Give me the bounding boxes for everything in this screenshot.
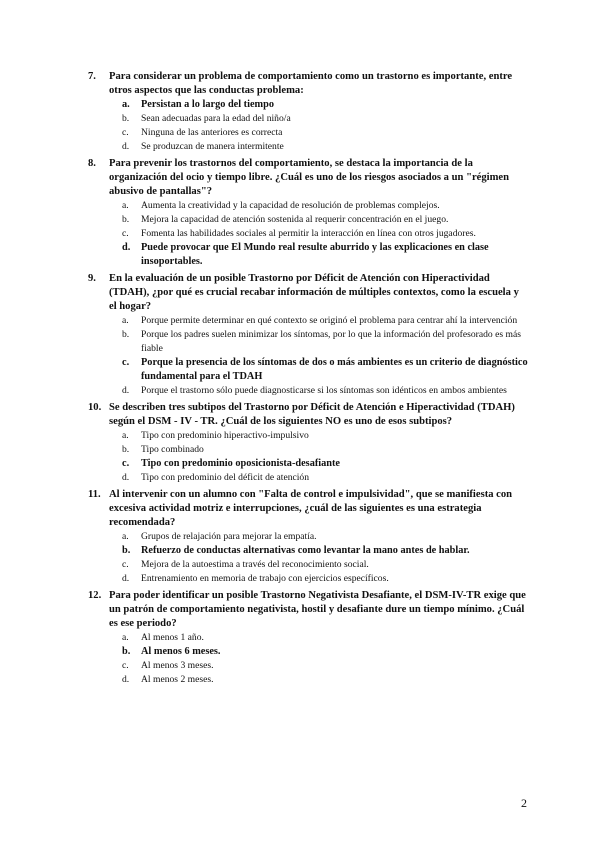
option-letter: c. [122, 357, 130, 368]
option-correct [122, 544, 528, 558]
option [122, 572, 528, 586]
option-letter: a. [122, 632, 129, 643]
option-list [88, 429, 528, 485]
question-heading [88, 401, 528, 429]
question-heading [88, 70, 528, 98]
option [122, 140, 528, 154]
option [122, 673, 528, 687]
option-text: Se produzcan de manera intermitente [141, 141, 284, 152]
question-10 [88, 401, 528, 485]
option-letter: d. [122, 242, 131, 253]
question-text: Para considerar un problema de comportamiento como un trastorno es importante, entre otros aspectos que las conductas problema: [109, 71, 513, 96]
option-correct [122, 645, 528, 659]
option-letter: c. [122, 660, 129, 671]
question-text: Para poder identificar un posible Trastorno Negativista Desafiante, el DSM-IV-TR exige que un patrón de comportamiento negativista, hostil y desafiante dure un tiempo mínimo. ¿Cuál es ese periodo? [109, 590, 526, 629]
option-text: Al menos 1 año. [141, 632, 204, 643]
option [122, 227, 528, 241]
question-7 [88, 70, 528, 154]
option-letter: b. [122, 545, 131, 556]
question-9 [88, 272, 528, 398]
option-text: Al menos 6 meses. [141, 646, 221, 657]
option-text: Grupos de relajación para mejorar la empatía. [141, 531, 317, 542]
option [122, 443, 528, 457]
option-letter: d. [122, 674, 130, 685]
question-number: 12. [88, 590, 102, 601]
option-correct [122, 356, 528, 384]
question-number: 10. [88, 402, 102, 413]
question-text: Al intervenir con un alumno con "Falta de control e impulsividad", que se manifiesta con excesiva actividad motriz e interrupciones, ¿cuál de las siguientes es una estrategia recomendada? [109, 489, 513, 528]
question-text: Para prevenir los trastornos del comportamiento, se destaca la importancia de la organización del ocio y tiempo libre. ¿Cuál es uno de los riesgos asociados a un "régimen abusivo de pantallas"? [109, 158, 510, 197]
option-letter: b. [122, 329, 130, 340]
option [122, 328, 528, 356]
option-letter: a. [122, 200, 129, 211]
option-letter: a. [122, 430, 129, 441]
option-letter: a. [122, 99, 130, 110]
option-list [88, 199, 528, 269]
option-letter: c. [122, 458, 130, 469]
option [122, 126, 528, 140]
option-letter: d. [122, 573, 130, 584]
option-letter: c. [122, 127, 129, 138]
option-text: Tipo con predominio del déficit de atención [141, 472, 310, 483]
option [122, 199, 528, 213]
option-list [88, 530, 528, 586]
option-text: Tipo con predominio hiperactivo-impulsivo [141, 430, 309, 441]
option-text: Porque permite determinar en qué contexto se originó el problema para centrar ahí la intervención [141, 315, 518, 326]
option-letter: a. [122, 531, 129, 542]
option-text: Sean adecuadas para la edad del niño/a [141, 113, 291, 124]
option-letter: a. [122, 315, 129, 326]
option [122, 558, 528, 572]
option-text: Refuerzo de conductas alternativas como levantar la mano antes de hablar. [141, 545, 470, 556]
option-text: Fomenta las habilidades sociales al permitir la interacción en línea con otros jugadores. [141, 228, 476, 239]
question-heading [88, 589, 528, 631]
option-correct [122, 98, 528, 112]
page-number: 2 [521, 796, 527, 810]
option-text: Porque los padres suelen minimizar los síntomas, por lo que la información del profesorado es más fiable [141, 329, 521, 354]
option-text: Mejora la capacidad de atención sostenida al requerir concentración en el juego. [141, 214, 449, 225]
option [122, 384, 528, 398]
question-11 [88, 488, 528, 586]
option-letter: d. [122, 385, 130, 396]
question-number: 9. [88, 273, 96, 284]
option-letter: b. [122, 444, 130, 455]
option-letter: b. [122, 646, 131, 657]
option-text: Porque la presencia de los síntomas de dos o más ambientes es un criterio de diagnóstico fundamental para el TDAH [141, 357, 528, 382]
question-heading [88, 272, 528, 314]
question-12 [88, 589, 528, 687]
option-text: Ninguna de las anteriores es correcta [141, 127, 283, 138]
option [122, 314, 528, 328]
option [122, 471, 528, 485]
option-text: Aumenta la creatividad y la capacidad de resolución de problemas complejos. [141, 200, 440, 211]
option-letter: d. [122, 472, 130, 483]
option-letter: d. [122, 141, 130, 152]
question-number: 11. [88, 489, 101, 500]
option-list [88, 98, 528, 154]
option-list [88, 631, 528, 687]
option-text: Porque el trastorno sólo puede diagnosticarse si los síntomas son idénticos en ambos ambientes [141, 385, 507, 396]
question-heading [88, 488, 528, 530]
option-text: Entrenamiento en memoria de trabajo con ejercicios específicos. [141, 573, 389, 584]
option [122, 112, 528, 126]
option-letter: c. [122, 228, 129, 239]
option-text: Persistan a lo largo del tiempo [141, 99, 274, 110]
question-heading [88, 157, 528, 199]
option [122, 659, 528, 673]
question-text: Se describen tres subtipos del Trastorno por Déficit de Atención e Hiperactividad (TDAH) según el DSM - IV - TR. ¿Cuál de los siguientes NO es uno de esos subtipos? [109, 402, 515, 427]
option-list [88, 314, 528, 398]
option [122, 530, 528, 544]
option-letter: b. [122, 113, 130, 124]
option-text: Mejora de la autoestima a través del reconocimiento social. [141, 559, 369, 570]
option-correct [122, 241, 528, 269]
option-correct [122, 457, 528, 471]
question-number: 7. [88, 71, 96, 82]
option-letter: b. [122, 214, 130, 225]
option-text: Al menos 3 meses. [141, 660, 214, 671]
option-text: Tipo combinado [141, 444, 204, 455]
question-8 [88, 157, 528, 269]
option [122, 213, 528, 227]
option-letter: c. [122, 559, 129, 570]
question-number: 8. [88, 158, 96, 169]
option [122, 429, 528, 443]
option-text: Tipo con predominio oposicionista-desafiante [141, 458, 341, 469]
option-text: Al menos 2 meses. [141, 674, 214, 685]
option-text: Puede provocar que El Mundo real resulte aburrido y las explicaciones en clase insoportables. [141, 242, 489, 267]
option [122, 631, 528, 645]
question-text: En la evaluación de un posible Trastorno por Déficit de Atención con Hiperactividad (TDAH), ¿por qué es crucial recabar información de múltiples contextos, como la escuela y el hogar? [109, 273, 519, 312]
question-list [88, 70, 528, 690]
